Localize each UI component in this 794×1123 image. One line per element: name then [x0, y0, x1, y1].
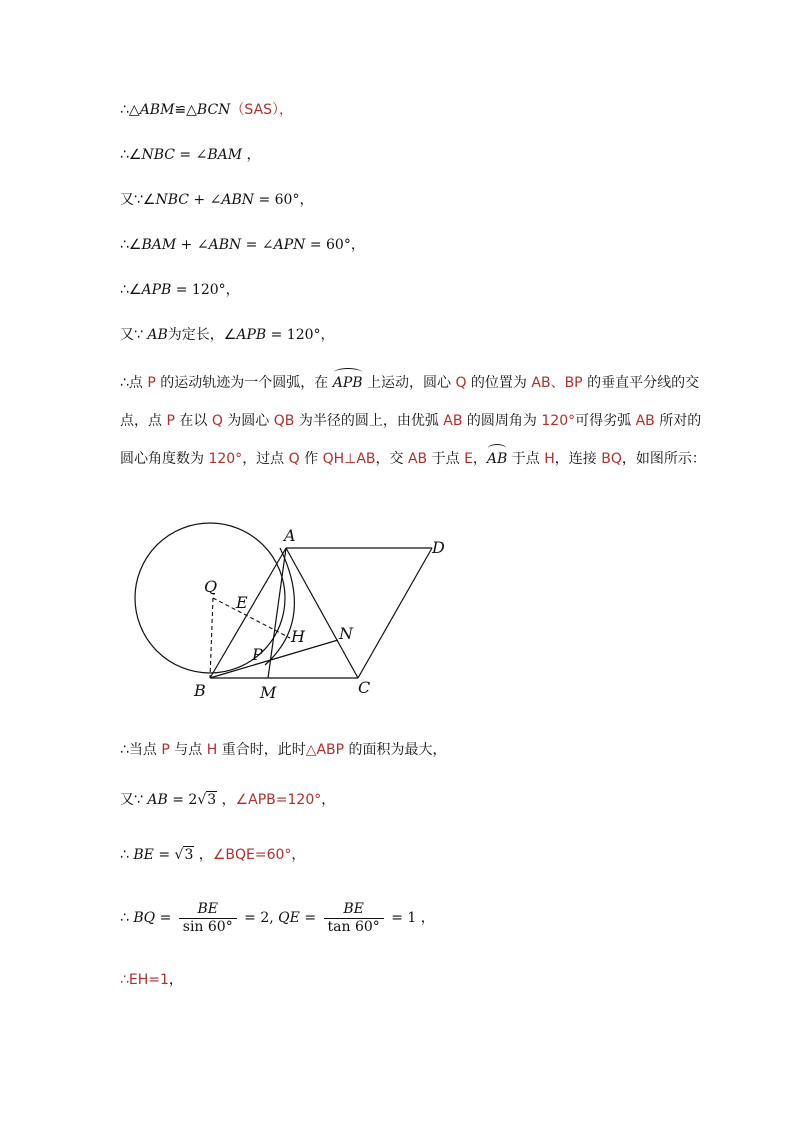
line-2-prefix: ∴∠: [120, 147, 142, 163]
radius-qb: QB: [273, 413, 295, 429]
label-d: D: [432, 538, 445, 557]
segments-ab-bp: AB、BP: [531, 375, 583, 391]
point-p: P: [147, 375, 156, 391]
text: 于点: [427, 451, 465, 467]
equals-angle: = ∠: [241, 237, 274, 253]
equals-120: = 120°: [266, 327, 321, 343]
angle-bqe-60: ∠BQE=60°: [212, 847, 292, 863]
proof-line-14: [120, 970, 183, 990]
text: 在以: [174, 413, 212, 429]
segment-ab: AB: [147, 792, 168, 808]
text: 所对的: [654, 413, 702, 429]
qh-perp-ab: QH⊥AB: [322, 451, 376, 467]
text: ，过点: [242, 451, 289, 467]
denominator: tan 60°: [327, 918, 380, 935]
text: ，: [291, 847, 306, 863]
geometry-figure: [120, 510, 460, 710]
numerator: BE: [179, 901, 237, 919]
eh-equals-one: ∴EH=1: [120, 972, 169, 988]
text: ，: [321, 792, 336, 808]
line-2-tail: ，: [242, 147, 261, 163]
text: 点，点: [120, 413, 167, 429]
text: ，: [217, 792, 236, 808]
triangle-abp: △ABP: [305, 742, 345, 758]
sas-reason: （SAS），: [230, 102, 294, 118]
segment-ab: AB: [407, 451, 428, 467]
arc-ab: AB: [443, 413, 463, 429]
fixed-length-text: 为定长，∠: [167, 327, 237, 343]
point-q: Q: [211, 413, 223, 429]
segment-be: BE: [133, 847, 154, 863]
point-q: Q: [288, 451, 300, 467]
proof-line-1: [120, 100, 293, 120]
numerator: BE: [324, 901, 384, 919]
equals-angle: = ∠: [174, 147, 208, 163]
point-h: H: [206, 742, 218, 758]
text: ，: [472, 451, 487, 467]
congruent-symbol: ≌△: [174, 102, 197, 118]
therefore-symbol: ∴△: [120, 102, 140, 118]
minor-arc-ab: [265, 548, 294, 665]
proof-line-4: [120, 235, 365, 255]
label-a: A: [284, 526, 296, 545]
proof-line-7: [120, 373, 699, 393]
segment-bq: BQ: [133, 910, 156, 926]
text: 的垂直平分线的交: [582, 375, 700, 391]
line-6-prefix: 又∵: [120, 327, 148, 343]
sqrt-three: √3: [174, 847, 194, 863]
text: 为半径的圆上，由优弧: [294, 413, 444, 429]
line-11-prefix: 又∵: [120, 792, 148, 808]
label-b: B: [194, 681, 206, 700]
line-5-tail: ，: [225, 282, 240, 298]
denominator: sin 60°: [182, 918, 233, 935]
point-p: P: [161, 742, 170, 758]
angle-apb: APB: [141, 282, 172, 298]
equals-two: = 2,: [239, 910, 279, 926]
line-4-tail: ，: [350, 237, 365, 253]
label-q: Q: [204, 577, 218, 596]
text: ，如图所示：: [621, 451, 706, 467]
radicand: 3: [207, 792, 217, 808]
point-h: H: [544, 451, 555, 467]
text: 的面积为最大，: [344, 742, 447, 758]
angle-abn: ABN: [221, 192, 255, 208]
line-5-prefix: ∴∠: [120, 282, 142, 298]
equals: =: [153, 847, 175, 863]
text: ，交: [375, 451, 408, 467]
equals-one: = 1 ，: [386, 910, 435, 926]
text: 可得劣弧: [575, 413, 636, 429]
angle-120: 120°: [541, 413, 576, 429]
segment-qe: QE: [278, 910, 300, 926]
label-m: M: [260, 683, 277, 702]
line-13-prefix: ∴: [120, 910, 134, 926]
proof-line-11: [120, 790, 335, 810]
text: 圆心角度数为: [120, 451, 209, 467]
angle-apb: APB: [236, 327, 267, 343]
angle-apb-120: ∠APB=120°: [235, 792, 322, 808]
equals: =: [155, 910, 176, 926]
equals-60: = 60°: [254, 192, 300, 208]
equals-60: = 60°: [305, 237, 351, 253]
angle-bam: BAM: [207, 147, 243, 163]
plus-angle: + ∠: [176, 237, 209, 253]
triangle-bcn: BCN: [196, 102, 231, 118]
angle-nbc: NBC: [155, 192, 189, 208]
proof-line-6: [120, 325, 335, 345]
angle-nbc: NBC: [141, 147, 175, 163]
segment-bq: BQ: [601, 451, 622, 467]
equals: =: [299, 910, 321, 926]
fraction-be-sin60: [179, 901, 237, 936]
point-p: P: [166, 413, 175, 429]
segment-ab: AB: [147, 327, 168, 343]
text: 于点: [507, 451, 545, 467]
plus-angle: + ∠: [188, 192, 222, 208]
text: ，: [194, 847, 213, 863]
text: ∴当点: [120, 742, 162, 758]
text: 的位置为: [466, 375, 532, 391]
proof-line-10: [120, 740, 447, 760]
text: ∴点: [120, 375, 148, 391]
line-6-tail: ，: [320, 327, 335, 343]
text: ，: [168, 972, 183, 988]
text: 上运动，圆心: [362, 375, 456, 391]
angle-bam: BAM: [141, 237, 177, 253]
sqrt-three: √3: [197, 792, 217, 808]
angle-120: 120°: [208, 451, 243, 467]
proof-line-13: [120, 898, 435, 938]
line-4-prefix: ∴∠: [120, 237, 142, 253]
point-q: Q: [455, 375, 467, 391]
label-c: C: [358, 678, 371, 697]
label-p: P: [252, 645, 263, 664]
segment-dc: [358, 548, 432, 678]
text: 作: [299, 451, 323, 467]
label-h: H: [291, 627, 305, 646]
line-3-prefix: 又∵∠: [120, 192, 156, 208]
arc-ab: AB: [486, 451, 508, 467]
label-n: N: [339, 624, 353, 643]
arc-apb: APB: [332, 375, 363, 391]
text: 重合时，此时: [217, 742, 306, 758]
proof-line-12: [120, 845, 305, 865]
line-12-prefix: ∴: [120, 847, 134, 863]
label-e: E: [236, 593, 248, 612]
equals-two: = 2: [167, 792, 198, 808]
proof-line-2: [120, 145, 261, 165]
fraction-be-tan60: [324, 901, 384, 936]
radicand: 3: [184, 847, 194, 863]
proof-line-5: [120, 280, 240, 300]
text: ，连接: [554, 451, 602, 467]
angle-apn: APN: [273, 237, 306, 253]
line-3-tail: ，: [299, 192, 314, 208]
text: 的圆周角为: [462, 413, 542, 429]
equals-120: = 120°: [171, 282, 226, 298]
dashed-qb: [210, 598, 213, 678]
point-e: E: [464, 451, 473, 467]
arc-ab: AB: [635, 413, 655, 429]
text: 的运动轨迹为一个圆弧，在: [155, 375, 333, 391]
text: 与点: [169, 742, 207, 758]
proof-line-3: [120, 190, 313, 210]
text: 为圆心: [222, 413, 274, 429]
segment-ac: [286, 548, 358, 678]
proof-line-8: [120, 411, 701, 431]
triangle-abm: ABM: [139, 102, 175, 118]
angle-abn: ABN: [208, 237, 242, 253]
proof-line-9: [120, 449, 706, 469]
